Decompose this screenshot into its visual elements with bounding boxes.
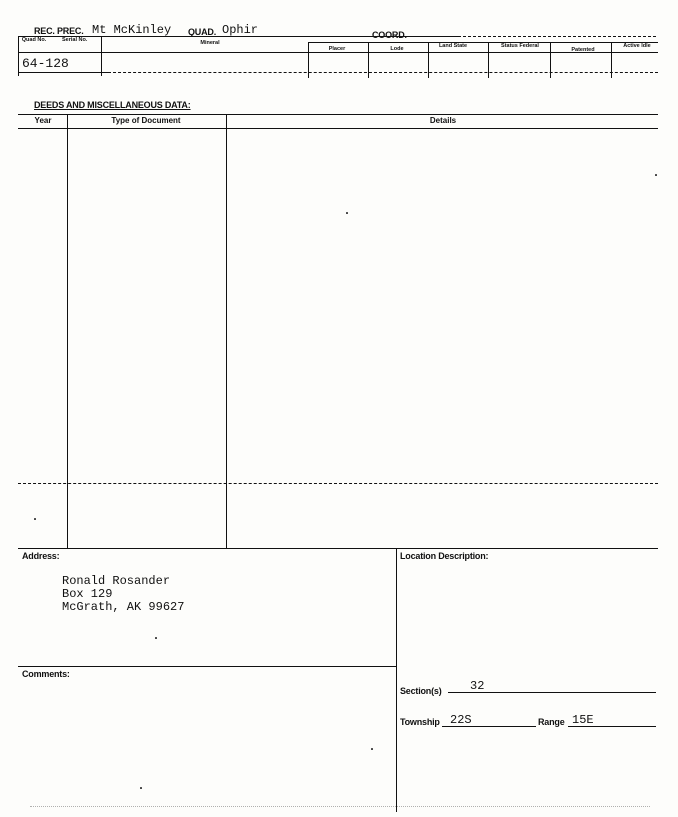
deeds-bottom-rule <box>18 548 658 549</box>
township-value: 22S <box>450 713 472 727</box>
col-placer: Placer <box>328 46 346 52</box>
address-line-3: McGrath, AK 99627 <box>62 600 185 614</box>
address-label: Address: <box>22 551 60 561</box>
scan-speck <box>371 748 373 750</box>
col-patented: Patented <box>571 47 595 53</box>
scan-speck <box>34 518 36 520</box>
address-comments-rule <box>18 666 396 667</box>
address-line-2: Box 129 <box>62 587 113 601</box>
scan-speck <box>155 637 157 639</box>
scan-noise-band <box>30 806 650 810</box>
rec-prec-label: REC. PREC. <box>34 26 84 36</box>
col-serial-no: Serial No. <box>62 37 88 43</box>
township-label: Township <box>400 717 440 727</box>
section-value: 32 <box>470 679 485 693</box>
col-mineral: Mineral <box>200 40 220 46</box>
col-quad-no: Quad No. <box>21 37 47 43</box>
rec-prec-value: Mt McKinley <box>92 23 172 37</box>
location-divider <box>396 548 397 812</box>
header-sub-rule <box>18 52 658 53</box>
col-lode: Lode <box>390 46 404 52</box>
header-divider <box>101 36 102 76</box>
header-col-top-rule <box>308 42 658 43</box>
deeds-top-rule <box>18 114 658 115</box>
range-value: 15E <box>572 713 594 727</box>
coord-label: COORD. <box>372 30 407 40</box>
scan-speck <box>140 787 142 789</box>
header-left-border <box>18 36 19 76</box>
deeds-title: DEEDS AND MISCELLANEOUS DATA: <box>34 100 191 110</box>
col-status-federal: Status Federal <box>501 43 539 49</box>
header-bottom-dashed-rule <box>108 72 658 73</box>
quad-label: QUAD. <box>188 27 216 37</box>
quad-no-value: 64-128 <box>22 56 69 71</box>
scan-speck <box>346 212 348 214</box>
col-land-state: Land State <box>438 43 468 49</box>
location-description-label: Location Description: <box>400 551 489 561</box>
section-label: Section(s) <box>400 686 442 696</box>
col-type-of-document: Type of Document <box>111 116 181 125</box>
header-top-dashed-rule <box>458 36 656 37</box>
col-details: Details <box>429 116 457 125</box>
comments-label: Comments: <box>22 669 70 679</box>
col-year: Year <box>34 116 52 125</box>
col-active-idle: Active Idle <box>623 43 651 49</box>
range-label: Range <box>538 717 565 727</box>
header-bottom-rule <box>18 72 108 73</box>
deeds-dashed-rule <box>18 483 658 484</box>
deeds-header-rule <box>18 128 658 129</box>
scan-speck <box>655 174 657 176</box>
address-line-1: Ronald Rosander <box>62 574 171 588</box>
quad-value: Ophir <box>222 23 259 37</box>
